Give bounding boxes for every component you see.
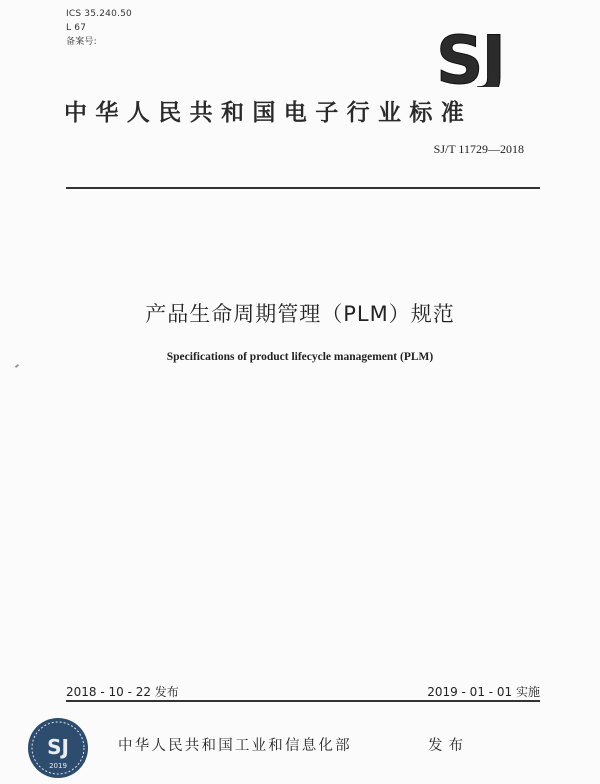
- ics-code: ICS 35.240.50: [66, 9, 132, 19]
- organization-title: 中华人民共和国电子行业标准: [64, 100, 473, 126]
- standard-number: SJ/T 11729—2018: [433, 142, 524, 156]
- ccs-code: L 67: [66, 23, 87, 33]
- sj-logo: [424, 27, 516, 87]
- scan-speck: [15, 364, 19, 368]
- top-divider: [66, 187, 540, 189]
- ministry-seal-icon: [26, 716, 90, 780]
- document-title-cn: 产品生命周期管理（PLM）规范: [145, 302, 455, 326]
- issue-date: 2018 - 10 - 22 发布: [66, 685, 179, 699]
- document-title-en: Specifications of product lifecycle management (PLM): [166, 351, 434, 363]
- record-number-label: 备案号:: [66, 37, 97, 47]
- implementation-date: 2019 - 01 - 01 实施: [427, 685, 540, 699]
- svg-text:SJ: SJ: [47, 735, 69, 759]
- svg-text:SJ: SJ: [435, 27, 505, 87]
- issuer-name: 中华人民共和国工业和信息化部: [118, 738, 352, 754]
- issuer-action: 发布: [428, 738, 469, 754]
- svg-text:2019: 2019: [49, 762, 67, 770]
- bottom-divider: [66, 700, 540, 702]
